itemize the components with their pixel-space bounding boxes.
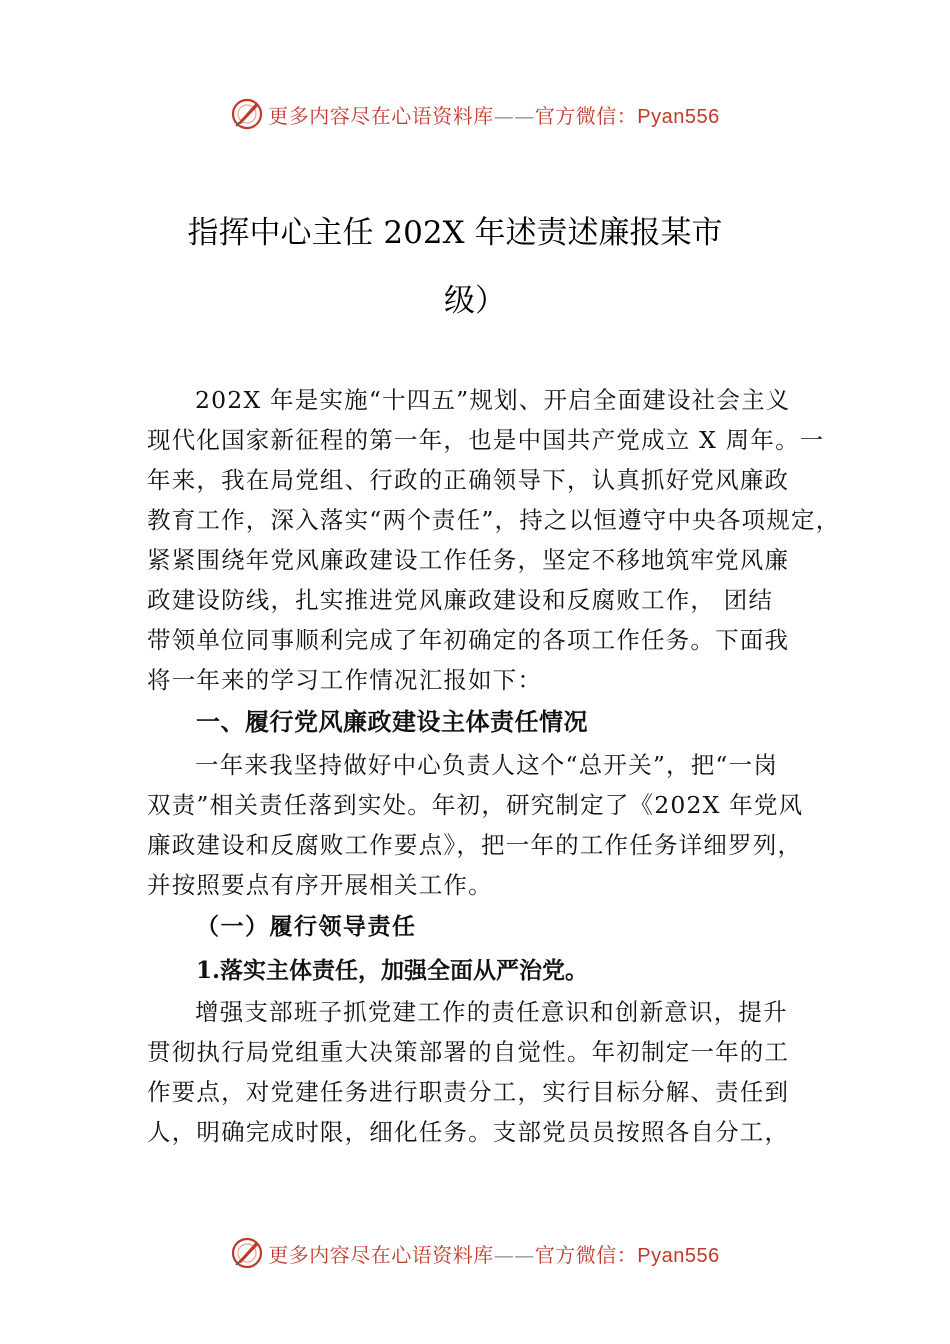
banner-wechat-id: Pyan556 <box>637 105 720 128</box>
document-title-line-2: 级） <box>444 283 506 319</box>
banner-text <box>268 1239 719 1268</box>
document-title-line-1: 指挥中心主任 202X 年述责述廉报某市 <box>187 215 723 251</box>
intro-line: 202X 年是实施“十四五”规划、开启全面建设社会主义 <box>195 386 791 414</box>
intro-line: 政建设防线，扎实推进党风廉政建设和反腐败工作， 团结 <box>147 586 774 614</box>
banner-separator: —— <box>493 103 535 128</box>
intro-paragraph <box>147 380 841 700</box>
item-line: 贯彻执行局党组重大决策部署的自觉性。年初制定一年的工 <box>147 1038 790 1066</box>
intro-line: 将一年来的学习工作情况汇报如下： <box>147 666 543 694</box>
intro-line: 教育工作，深入落实“两个责任”，持之以恒遵守中央各项规定， <box>147 506 841 534</box>
banner-main-text: 更多内容尽在心语资料库 <box>268 1242 494 1267</box>
banner-wechat-id: Pyan556 <box>637 1244 720 1267</box>
item-paragraph <box>147 992 827 1152</box>
subsection-heading: （一）履行领导责任 <box>196 913 417 940</box>
section-paragraph <box>147 745 827 905</box>
intro-line: 紧紧围绕年党风廉政建设工作任务，坚定不移地筑牢党风廉 <box>147 546 790 574</box>
section-line: 双责”相关责任落到实处。年初，研究制定了《202X 年党风 <box>147 791 804 819</box>
quill-seal-logo-icon <box>230 97 264 131</box>
item-line: 增强支部班子抓党建工作的责任意识和创新意识，提升 <box>195 998 788 1026</box>
banner-main-text: 更多内容尽在心语资料库 <box>268 103 494 128</box>
section-line: 廉政建设和反腐败工作要点》，把一年的工作任务详细罗列， <box>147 831 803 859</box>
section-heading: 一、履行党风廉政建设主体责任情况 <box>196 708 588 736</box>
item-heading: 1.落实主体责任，加强全面从严治党。 <box>196 957 589 984</box>
header-banner <box>0 92 950 136</box>
banner-label: 官方微信： <box>534 1242 638 1267</box>
intro-line: 现代化国家新征程的第一年，也是中国共产党成立 X 周年。一 <box>147 426 825 454</box>
item-line: 人，明确完成时限，细化任务。支部党员员按照各自分工， <box>147 1118 790 1146</box>
banner-label: 官方微信： <box>534 103 638 128</box>
intro-line: 年来，我在局党组、行政的正确领导下，认真抓好党风廉政 <box>147 466 790 494</box>
footer-banner <box>0 1231 950 1275</box>
intro-line: 带领单位同事顺利完成了年初确定的各项工作任务。下面我 <box>147 626 790 654</box>
item-line: 作要点，对党建任务进行职责分工，实行目标分解、责任到 <box>147 1078 790 1106</box>
banner-text <box>268 100 719 129</box>
section-line: 一年来我坚持做好中心负责人这个“总开关”，把“一岗 <box>195 751 779 779</box>
quill-seal-logo-icon <box>230 1236 264 1270</box>
banner-separator: —— <box>493 1242 535 1267</box>
section-line: 并按照要点有序开展相关工作。 <box>147 871 493 899</box>
